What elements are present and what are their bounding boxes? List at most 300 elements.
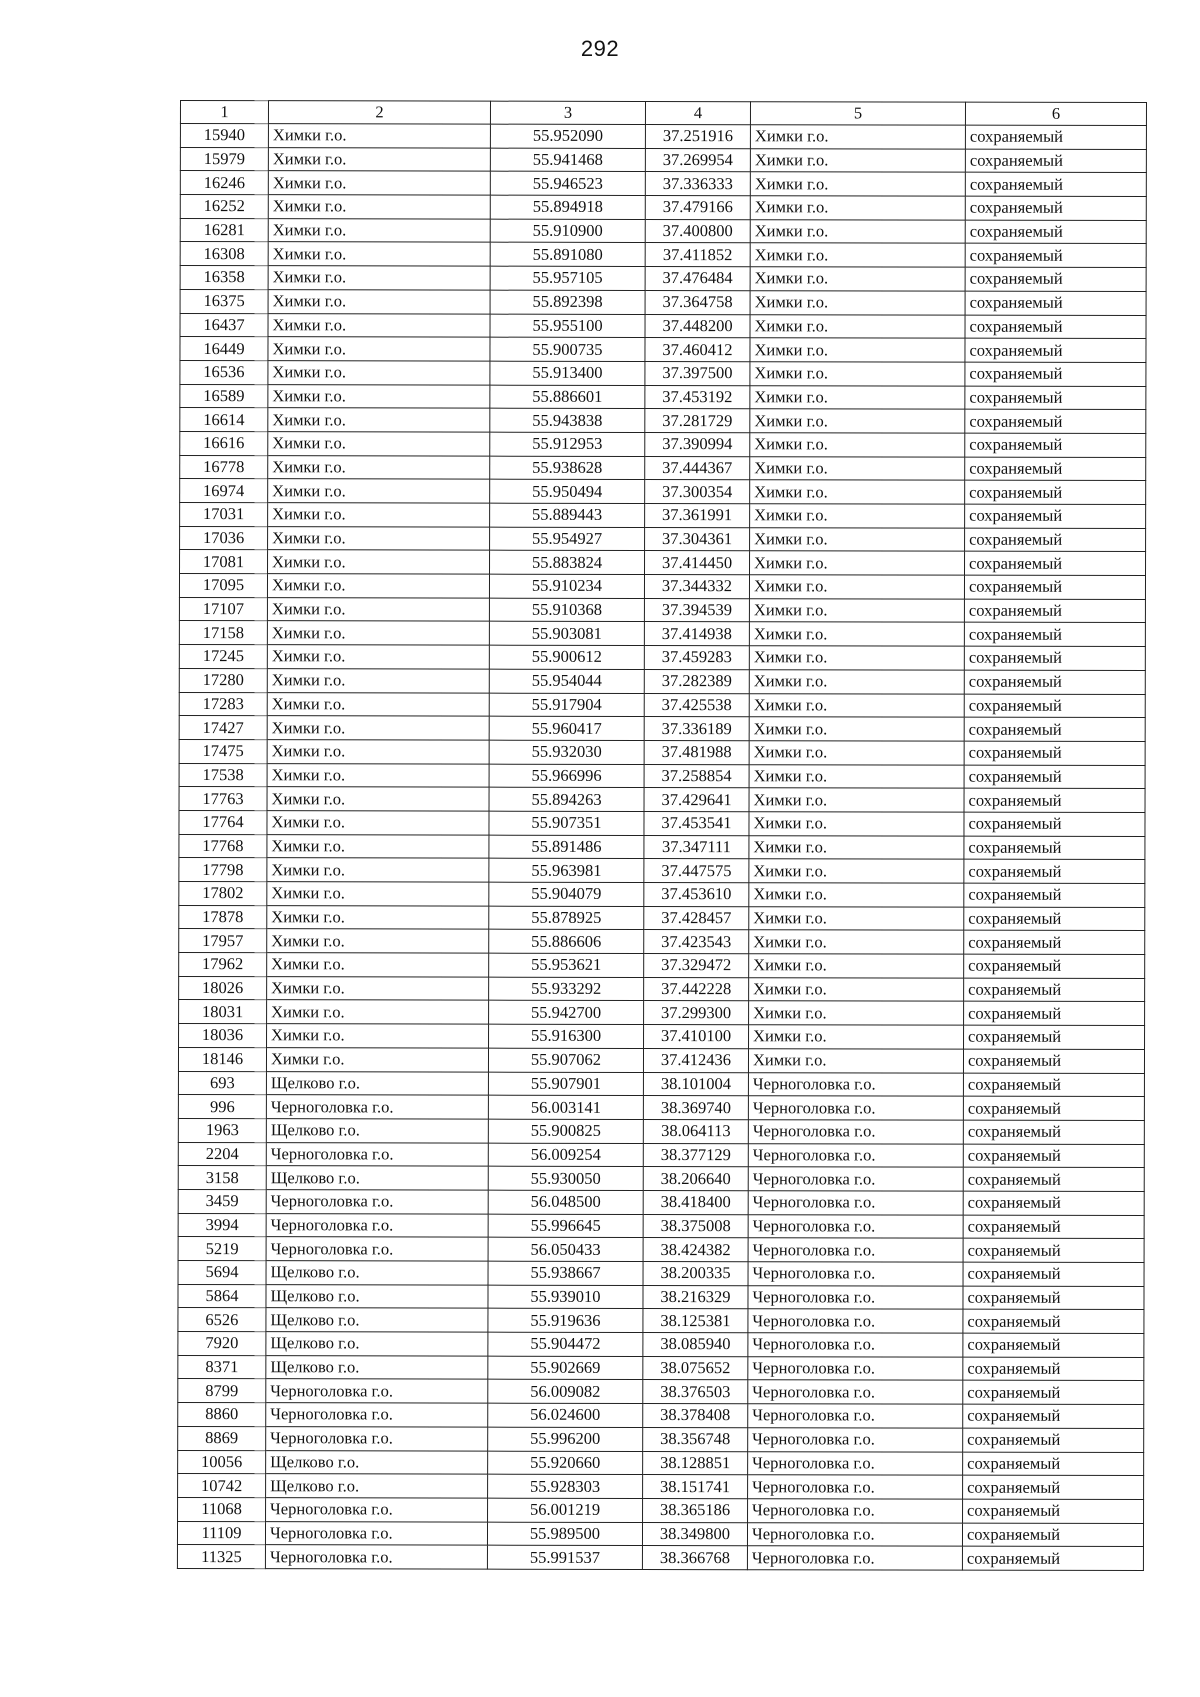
location-cell: Химки г.о. bbox=[749, 954, 964, 978]
location-cell: Химки г.о. bbox=[749, 788, 964, 812]
longitude-cell: 37.329472 bbox=[644, 954, 749, 978]
location-cell: Химки г.о. bbox=[750, 551, 965, 575]
municipality-cell: Химки г.о. bbox=[268, 289, 490, 313]
object-id-cell: 17957 bbox=[179, 929, 267, 953]
municipality-cell: Черноголовка г.о. bbox=[266, 1403, 488, 1427]
object-id-cell: 5864 bbox=[178, 1284, 266, 1308]
table-row bbox=[179, 858, 1145, 884]
municipality-cell: Химки г.о. bbox=[267, 763, 489, 787]
status-cell: сохраняемый bbox=[965, 315, 1146, 339]
table-row bbox=[180, 360, 1146, 386]
latitude-cell: 56.009082 bbox=[488, 1380, 643, 1404]
status-cell: сохраняемый bbox=[965, 386, 1146, 410]
municipality-cell: Химки г.о. bbox=[267, 668, 489, 692]
table-row bbox=[179, 1000, 1145, 1026]
latitude-cell: 55.941468 bbox=[490, 148, 645, 172]
latitude-cell: 55.900735 bbox=[490, 337, 645, 361]
object-id-cell: 16614 bbox=[180, 408, 268, 432]
municipality-cell: Химки г.о. bbox=[268, 455, 490, 479]
longitude-cell: 37.476484 bbox=[645, 267, 750, 291]
object-id-cell: 17280 bbox=[179, 668, 267, 692]
location-cell: Химки г.о. bbox=[749, 977, 964, 1001]
longitude-cell: 37.453541 bbox=[644, 811, 749, 835]
longitude-cell: 37.442228 bbox=[644, 977, 749, 1001]
longitude-cell: 37.414938 bbox=[644, 622, 749, 646]
status-cell: сохраняемый bbox=[965, 244, 1146, 268]
status-cell: сохраняемый bbox=[965, 433, 1146, 457]
table-header-row bbox=[180, 101, 1146, 126]
latitude-cell: 55.952090 bbox=[490, 124, 645, 148]
latitude-cell: 55.904079 bbox=[489, 882, 644, 906]
status-cell: сохраняемый bbox=[963, 1499, 1144, 1523]
table-row bbox=[179, 716, 1145, 742]
object-id-cell: 17878 bbox=[179, 905, 267, 929]
status-cell: сохраняемый bbox=[962, 1523, 1143, 1547]
object-id-cell: 17245 bbox=[179, 645, 267, 669]
status-cell: сохраняемый bbox=[964, 954, 1145, 978]
object-id-cell: 17036 bbox=[180, 526, 268, 550]
municipality-cell: Химки г.о. bbox=[267, 645, 489, 669]
status-cell: сохраняемый bbox=[964, 599, 1145, 623]
location-cell: Химки г.о. bbox=[750, 267, 965, 291]
municipality-cell: Щелково г.о. bbox=[266, 1071, 488, 1095]
municipality-cell: Химки г.о. bbox=[268, 242, 490, 266]
status-cell: сохраняемый bbox=[963, 1475, 1144, 1499]
municipality-cell: Химки г.о. bbox=[268, 266, 490, 290]
latitude-cell: 56.024600 bbox=[488, 1403, 643, 1427]
object-id-cell: 16308 bbox=[180, 242, 268, 266]
location-cell: Химки г.о. bbox=[749, 693, 964, 717]
longitude-cell: 38.365186 bbox=[643, 1498, 748, 1522]
longitude-cell: 38.369740 bbox=[643, 1096, 748, 1120]
table-row bbox=[180, 147, 1146, 173]
status-cell: сохраняемый bbox=[965, 267, 1146, 291]
table-row bbox=[179, 953, 1145, 979]
location-cell: Химки г.о. bbox=[749, 906, 964, 930]
municipality-cell: Химки г.о. bbox=[268, 479, 490, 503]
location-cell: Черноголовка г.о. bbox=[748, 1380, 963, 1404]
latitude-cell: 55.943838 bbox=[490, 408, 645, 432]
latitude-cell: 55.892398 bbox=[490, 290, 645, 314]
object-id-cell: 5694 bbox=[178, 1260, 266, 1284]
location-cell: Химки г.о. bbox=[750, 456, 965, 480]
latitude-cell: 55.894918 bbox=[490, 195, 645, 219]
status-cell: сохраняемый bbox=[965, 291, 1146, 315]
table-row bbox=[180, 313, 1146, 339]
latitude-cell: 55.907062 bbox=[488, 1048, 643, 1072]
latitude-cell: 55.996645 bbox=[488, 1214, 643, 1238]
location-cell: Черноголовка г.о. bbox=[748, 1238, 963, 1262]
status-cell: сохраняемый bbox=[963, 1452, 1144, 1476]
longitude-cell: 37.448200 bbox=[645, 314, 750, 338]
table-row bbox=[179, 787, 1145, 813]
status-cell: сохраняемый bbox=[963, 1428, 1144, 1452]
object-id-cell: 17475 bbox=[179, 739, 267, 763]
column-header-2: 2 bbox=[268, 101, 490, 124]
table-row bbox=[179, 976, 1145, 1002]
object-id-cell: 8860 bbox=[178, 1403, 266, 1427]
object-id-cell: 15940 bbox=[180, 124, 268, 148]
latitude-cell: 55.910900 bbox=[490, 219, 645, 243]
status-cell: сохраняемый bbox=[965, 552, 1146, 576]
location-cell: Химки г.о. bbox=[749, 646, 964, 670]
status-cell: сохраняемый bbox=[965, 528, 1146, 552]
object-id-cell: 17095 bbox=[179, 574, 267, 598]
municipality-cell: Химки г.о. bbox=[268, 361, 490, 385]
table-row bbox=[178, 1403, 1144, 1429]
longitude-cell: 37.444367 bbox=[645, 456, 750, 480]
object-id-cell: 11109 bbox=[177, 1521, 265, 1545]
table-row bbox=[180, 195, 1146, 221]
status-cell: сохраняемый bbox=[965, 409, 1146, 433]
object-id-cell: 16589 bbox=[180, 384, 268, 408]
latitude-cell: 55.954927 bbox=[490, 527, 645, 551]
location-cell: Черноголовка г.о. bbox=[748, 1120, 963, 1144]
location-cell: Химки г.о. bbox=[750, 291, 965, 315]
status-cell: сохраняемый bbox=[964, 907, 1145, 931]
longitude-cell: 37.304361 bbox=[645, 527, 750, 551]
location-cell: Химки г.о. bbox=[750, 125, 965, 149]
municipality-cell: Химки г.о. bbox=[267, 976, 489, 1000]
object-id-cell: 18036 bbox=[179, 1024, 267, 1048]
location-cell: Химки г.о. bbox=[750, 148, 965, 172]
municipality-cell: Химки г.о. bbox=[267, 905, 489, 929]
municipality-cell: Черноголовка г.о. bbox=[265, 1521, 487, 1545]
latitude-cell: 55.886606 bbox=[489, 930, 644, 954]
status-cell: сохраняемый bbox=[964, 978, 1145, 1002]
latitude-cell: 55.883824 bbox=[490, 551, 645, 575]
latitude-cell: 56.009254 bbox=[488, 1143, 643, 1167]
object-id-cell: 15979 bbox=[180, 147, 268, 171]
table-body bbox=[177, 124, 1146, 1571]
object-id-cell: 16281 bbox=[180, 218, 268, 242]
municipality-cell: Черноголовка г.о. bbox=[266, 1095, 488, 1119]
object-id-cell: 17031 bbox=[180, 503, 268, 527]
table-row bbox=[180, 550, 1146, 576]
location-cell: Химки г.о. bbox=[750, 409, 965, 433]
object-id-cell: 11325 bbox=[177, 1545, 265, 1569]
status-cell: сохраняемый bbox=[965, 173, 1146, 197]
location-cell: Химки г.о. bbox=[750, 219, 965, 243]
object-id-cell: 17538 bbox=[179, 763, 267, 787]
table-row bbox=[178, 1142, 1144, 1168]
table-row bbox=[178, 1118, 1144, 1144]
latitude-cell: 55.916300 bbox=[489, 1024, 644, 1048]
object-id-cell: 17798 bbox=[179, 858, 267, 882]
municipality-cell: Щелково г.о. bbox=[266, 1166, 488, 1190]
longitude-cell: 37.394539 bbox=[644, 598, 749, 622]
object-id-cell: 8869 bbox=[178, 1426, 266, 1450]
table-row bbox=[179, 692, 1145, 718]
status-cell: сохраняемый bbox=[965, 480, 1146, 504]
object-id-cell: 3459 bbox=[178, 1189, 266, 1213]
location-cell: Черноголовка г.о. bbox=[748, 1404, 963, 1428]
latitude-cell: 55.991537 bbox=[487, 1545, 642, 1569]
latitude-cell: 55.939010 bbox=[488, 1285, 643, 1309]
object-id-cell: 17764 bbox=[179, 810, 267, 834]
table-row bbox=[179, 810, 1145, 836]
latitude-cell: 55.938667 bbox=[488, 1261, 643, 1285]
location-cell: Химки г.о. bbox=[749, 835, 964, 859]
longitude-cell: 37.414450 bbox=[645, 551, 750, 575]
longitude-cell: 38.075652 bbox=[643, 1356, 748, 1380]
status-cell: сохраняемый bbox=[963, 1286, 1144, 1310]
location-cell: Химки г.о. bbox=[749, 859, 964, 883]
status-cell: сохраняемый bbox=[965, 362, 1146, 386]
longitude-cell: 38.206640 bbox=[643, 1167, 748, 1191]
location-cell: Черноголовка г.о. bbox=[748, 1167, 963, 1191]
location-cell: Черноголовка г.о. bbox=[748, 1428, 963, 1452]
latitude-cell: 55.907901 bbox=[488, 1072, 643, 1096]
table-row bbox=[178, 1166, 1144, 1192]
municipality-cell: Химки г.о. bbox=[267, 953, 489, 977]
latitude-cell: 55.930050 bbox=[488, 1166, 643, 1190]
table-row bbox=[178, 1308, 1144, 1334]
object-id-cell: 17768 bbox=[179, 834, 267, 858]
municipality-cell: Щелково г.о. bbox=[266, 1332, 488, 1356]
table-row bbox=[178, 1450, 1144, 1476]
municipality-cell: Химки г.о. bbox=[268, 313, 490, 337]
object-id-cell: 17802 bbox=[179, 881, 267, 905]
column-header-4: 4 bbox=[645, 101, 750, 124]
location-cell: Химки г.о. bbox=[750, 480, 965, 504]
status-cell: сохраняемый bbox=[964, 717, 1145, 741]
table-row bbox=[180, 503, 1146, 529]
table-row bbox=[178, 1284, 1144, 1310]
status-cell: сохраняемый bbox=[964, 812, 1145, 836]
column-header-5: 5 bbox=[750, 102, 965, 125]
table-row bbox=[179, 597, 1145, 623]
longitude-cell: 37.412436 bbox=[643, 1048, 748, 1072]
longitude-cell: 37.300354 bbox=[645, 480, 750, 504]
municipality-cell: Черноголовка г.о. bbox=[266, 1426, 488, 1450]
object-id-cell: 16375 bbox=[180, 289, 268, 313]
location-cell: Химки г.о. bbox=[750, 196, 965, 220]
object-id-cell: 17081 bbox=[180, 550, 268, 574]
registry-table bbox=[177, 100, 1147, 1571]
object-id-cell: 18146 bbox=[178, 1047, 266, 1071]
longitude-cell: 37.459283 bbox=[644, 646, 749, 670]
status-cell: сохраняемый bbox=[963, 1381, 1144, 1405]
page-number: 292 bbox=[580, 36, 620, 61]
status-cell: сохраняемый bbox=[965, 504, 1146, 528]
longitude-cell: 37.460412 bbox=[645, 338, 750, 362]
location-cell: Черноголовка г.о. bbox=[748, 1309, 963, 1333]
object-id-cell: 3158 bbox=[178, 1166, 266, 1190]
table-row bbox=[178, 1071, 1144, 1097]
municipality-cell: Химки г.о. bbox=[268, 124, 490, 148]
location-cell: Химки г.о. bbox=[750, 172, 965, 196]
municipality-cell: Химки г.о. bbox=[267, 834, 489, 858]
status-cell: сохраняемый bbox=[963, 1073, 1144, 1097]
municipality-cell: Химки г.о. bbox=[267, 1024, 489, 1048]
location-cell: Химки г.о. bbox=[749, 670, 964, 694]
status-cell: сохраняемый bbox=[965, 457, 1146, 481]
status-cell: сохраняемый bbox=[965, 196, 1146, 220]
municipality-cell: Химки г.о. bbox=[268, 526, 490, 550]
latitude-cell: 55.938628 bbox=[490, 456, 645, 480]
status-cell: сохраняемый bbox=[963, 1144, 1144, 1168]
longitude-cell: 37.364758 bbox=[645, 290, 750, 314]
municipality-cell: Щелково г.о. bbox=[266, 1261, 488, 1285]
location-cell: Химки г.о. bbox=[749, 575, 964, 599]
longitude-cell: 38.101004 bbox=[643, 1072, 748, 1096]
object-id-cell: 16536 bbox=[180, 360, 268, 384]
status-cell: сохраняемый bbox=[964, 859, 1145, 883]
status-cell: сохраняемый bbox=[964, 694, 1145, 718]
latitude-cell: 55.933292 bbox=[489, 977, 644, 1001]
latitude-cell: 55.946523 bbox=[490, 172, 645, 196]
municipality-cell: Черноголовка г.о. bbox=[266, 1237, 488, 1261]
municipality-cell: Химки г.о. bbox=[268, 550, 490, 574]
table-row bbox=[180, 337, 1146, 363]
object-id-cell: 7920 bbox=[178, 1332, 266, 1356]
municipality-cell: Черноголовка г.о. bbox=[266, 1190, 488, 1214]
municipality-cell: Химки г.о. bbox=[266, 1047, 488, 1071]
column-header-6: 6 bbox=[965, 102, 1146, 125]
longitude-cell: 37.479166 bbox=[645, 196, 750, 220]
status-cell: сохраняемый bbox=[964, 1002, 1145, 1026]
longitude-cell: 38.349800 bbox=[642, 1522, 747, 1546]
municipality-cell: Черноголовка г.о. bbox=[265, 1545, 487, 1569]
municipality-cell: Химки г.о. bbox=[267, 858, 489, 882]
location-cell: Химки г.о. bbox=[749, 1025, 964, 1049]
object-id-cell: 16358 bbox=[180, 266, 268, 290]
status-cell: сохраняемый bbox=[963, 1215, 1144, 1239]
municipality-cell: Щелково г.о. bbox=[266, 1450, 488, 1474]
latitude-cell: 55.953621 bbox=[489, 953, 644, 977]
object-id-cell: 17427 bbox=[179, 716, 267, 740]
status-cell: сохраняемый bbox=[963, 1096, 1144, 1120]
longitude-cell: 38.200335 bbox=[643, 1261, 748, 1285]
latitude-cell: 55.904472 bbox=[488, 1332, 643, 1356]
status-cell: сохраняемый bbox=[965, 125, 1146, 149]
object-id-cell: 18026 bbox=[179, 976, 267, 1000]
latitude-cell: 55.902669 bbox=[488, 1356, 643, 1380]
table-row bbox=[179, 668, 1145, 694]
table-row bbox=[177, 1521, 1143, 1547]
municipality-cell: Химки г.о. bbox=[268, 171, 490, 195]
municipality-cell: Химки г.о. bbox=[268, 503, 490, 527]
table-row bbox=[178, 1047, 1144, 1073]
status-cell: сохраняемый bbox=[964, 741, 1145, 765]
object-id-cell: 10742 bbox=[178, 1474, 266, 1498]
longitude-cell: 37.347111 bbox=[644, 835, 749, 859]
status-cell: сохраняемый bbox=[965, 338, 1146, 362]
table-row bbox=[180, 266, 1146, 292]
longitude-cell: 37.481988 bbox=[644, 740, 749, 764]
location-cell: Черноголовка г.о. bbox=[748, 1191, 963, 1215]
latitude-cell: 56.001219 bbox=[488, 1498, 643, 1522]
location-cell: Химки г.о. bbox=[749, 883, 964, 907]
latitude-cell: 55.891080 bbox=[490, 243, 645, 267]
object-id-cell: 1963 bbox=[178, 1118, 266, 1142]
longitude-cell: 37.269954 bbox=[645, 148, 750, 172]
location-cell: Черноголовка г.о. bbox=[748, 1451, 963, 1475]
longitude-cell: 37.400800 bbox=[645, 219, 750, 243]
latitude-cell: 55.913400 bbox=[490, 361, 645, 385]
longitude-cell: 37.336189 bbox=[644, 717, 749, 741]
longitude-cell: 38.366768 bbox=[642, 1546, 747, 1570]
longitude-cell: 37.411852 bbox=[645, 243, 750, 267]
longitude-cell: 38.378408 bbox=[643, 1404, 748, 1428]
longitude-cell: 38.151741 bbox=[643, 1475, 748, 1499]
table-row bbox=[180, 384, 1146, 410]
longitude-cell: 38.375008 bbox=[643, 1214, 748, 1238]
status-cell: сохраняемый bbox=[964, 836, 1145, 860]
municipality-cell: Щелково г.о. bbox=[266, 1308, 488, 1332]
status-cell: сохраняемый bbox=[964, 623, 1145, 647]
latitude-cell: 55.954044 bbox=[489, 669, 644, 693]
location-cell: Химки г.о. bbox=[749, 717, 964, 741]
longitude-cell: 37.361991 bbox=[645, 503, 750, 527]
latitude-cell: 55.942700 bbox=[489, 1001, 644, 1025]
table-row bbox=[180, 171, 1146, 197]
latitude-cell: 55.886601 bbox=[490, 385, 645, 409]
status-cell: сохраняемый bbox=[963, 1310, 1144, 1334]
latitude-cell: 55.989500 bbox=[487, 1522, 642, 1546]
object-id-cell: 16974 bbox=[180, 479, 268, 503]
table-row bbox=[179, 929, 1145, 955]
municipality-cell: Черноголовка г.о. bbox=[266, 1379, 488, 1403]
location-cell: Химки г.о. bbox=[749, 741, 964, 765]
object-id-cell: 8371 bbox=[178, 1355, 266, 1379]
municipality-cell: Химки г.о. bbox=[267, 787, 489, 811]
table-row bbox=[178, 1332, 1144, 1358]
table-row bbox=[179, 574, 1145, 600]
latitude-cell: 55.891486 bbox=[489, 835, 644, 859]
table-row bbox=[180, 408, 1146, 434]
longitude-cell: 38.064113 bbox=[643, 1119, 748, 1143]
latitude-cell: 56.048500 bbox=[488, 1190, 643, 1214]
location-cell: Черноголовка г.о. bbox=[748, 1214, 963, 1238]
table-row bbox=[177, 1545, 1143, 1571]
longitude-cell: 37.299300 bbox=[644, 1001, 749, 1025]
table-row bbox=[179, 834, 1145, 860]
table-row bbox=[180, 242, 1146, 268]
longitude-cell: 37.344332 bbox=[644, 575, 749, 599]
longitude-cell: 37.390994 bbox=[645, 432, 750, 456]
latitude-cell: 55.920660 bbox=[488, 1451, 643, 1475]
longitude-cell: 37.423543 bbox=[644, 930, 749, 954]
location-cell: Химки г.о. bbox=[749, 764, 964, 788]
latitude-cell: 55.907351 bbox=[489, 811, 644, 835]
table-row bbox=[179, 1024, 1145, 1050]
longitude-cell: 37.425538 bbox=[644, 693, 749, 717]
table-row bbox=[178, 1260, 1144, 1286]
table-row bbox=[179, 621, 1145, 647]
object-id-cell: 16449 bbox=[180, 337, 268, 361]
location-cell: Черноголовка г.о. bbox=[747, 1522, 962, 1546]
longitude-cell: 37.447575 bbox=[644, 859, 749, 883]
status-cell: сохраняемый bbox=[964, 788, 1145, 812]
longitude-cell: 37.429641 bbox=[644, 788, 749, 812]
latitude-cell: 55.878925 bbox=[489, 906, 644, 930]
object-id-cell: 17283 bbox=[179, 692, 267, 716]
object-id-cell: 8799 bbox=[178, 1379, 266, 1403]
object-id-cell: 996 bbox=[178, 1095, 266, 1119]
status-cell: сохраняемый bbox=[963, 1049, 1144, 1073]
latitude-cell: 55.963981 bbox=[489, 858, 644, 882]
latitude-cell: 55.966996 bbox=[489, 764, 644, 788]
location-cell: Черноголовка г.о. bbox=[748, 1356, 963, 1380]
table-row bbox=[180, 479, 1146, 505]
location-cell: Черноголовка г.о. bbox=[748, 1285, 963, 1309]
latitude-cell: 55.912953 bbox=[490, 432, 645, 456]
status-cell: сохраняемый bbox=[962, 1546, 1143, 1570]
latitude-cell: 55.894263 bbox=[489, 787, 644, 811]
object-id-cell: 17107 bbox=[179, 597, 267, 621]
